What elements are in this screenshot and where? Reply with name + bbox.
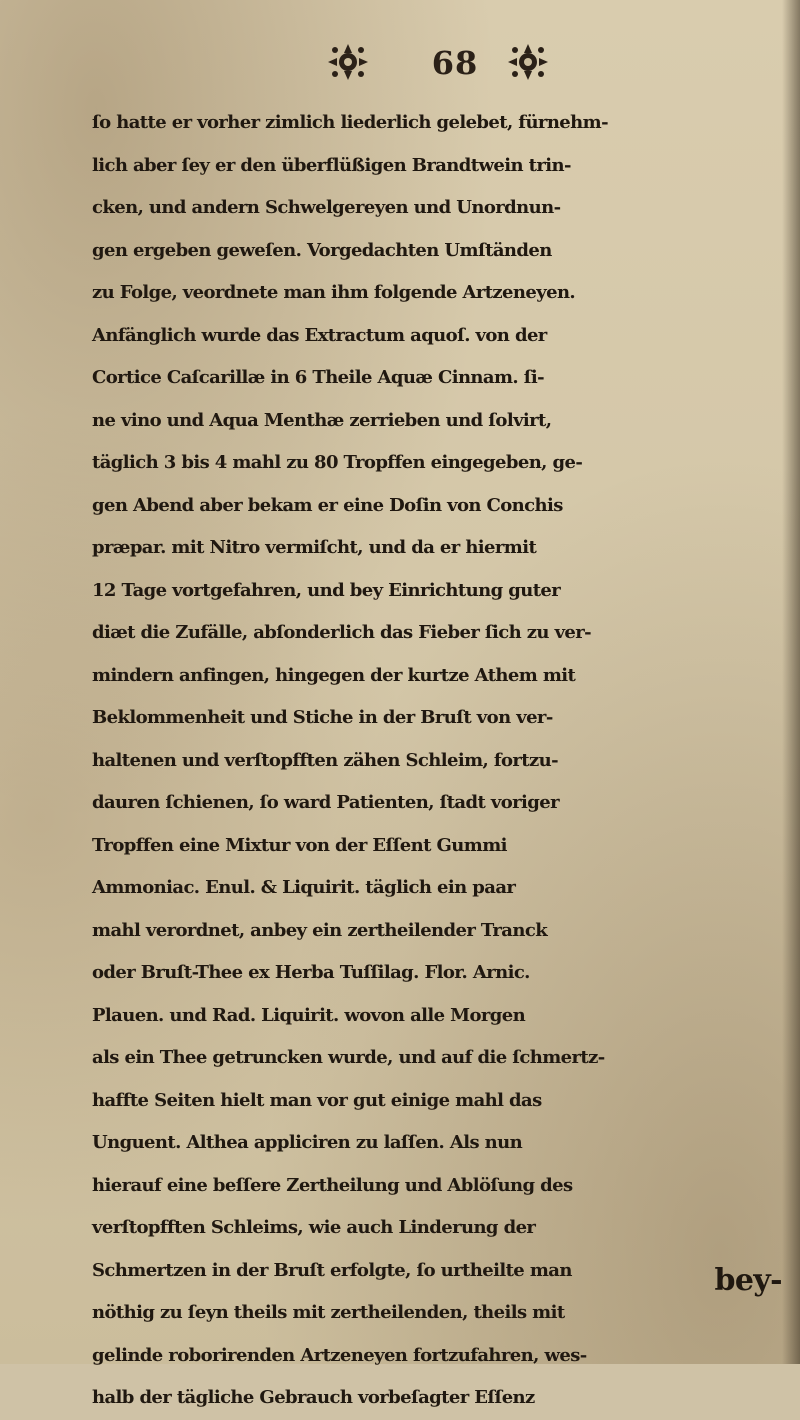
text-line: verſtopfften Schleims, wie auch Linderung der [92,1217,536,1238]
body-text [92,102,796,1420]
text-line: ne vino und Aqua Menthæ zerrieben und ſolvirt, [92,409,552,431]
text-line: 12 Tage vortgefahren, und bey Einrichtung guter [92,579,561,601]
text-line: halb der tägliche Gebrauch vorbeſagter Eſſenz [92,1387,535,1408]
text-line: Ammoniac. Enul. & Liquirit. täglich ein paar [92,877,516,898]
text-line: haltenen und verſtopfften zähen Schleim, fortzu- [92,749,558,771]
text-line: nöthig zu ſeyn theils mit zertheilenden, theils mit [92,1302,565,1323]
text-line: gen Abend aber bekam er eine Doſin von Conchis [92,494,563,516]
text-line: oder Bruſt-Thee ex Herba Tuſſilag. Flor. Arnic. [92,962,530,983]
text-line: mindern anfingen, hingegen der kurtze Athem mit [92,664,576,686]
text-line: præpar. mit Nitro vermiſcht, und da er hiermit [92,537,537,558]
text-line: Schmertzen in der Bruſt erfolgte, ſo urtheilte man [92,1259,572,1281]
text-line: cken, und andern Schwelgereyen und Unordnun- [92,197,561,218]
text-line: Cortice Caſcarillæ in 6 Theile Aquæ Cinnam. ſi- [92,367,545,388]
floral-ornament-icon [505,42,551,82]
page-header [0,38,800,98]
text-line: haffte Seiten hielt man vor gut einige mahl das [92,1089,542,1111]
text-line: gen ergeben geweſen. Vorgedachten Umſtänden [92,239,552,261]
text-line: mahl verordnet, anbey ein zertheilender Tranck [92,919,548,941]
text-line: täglich 3 bis 4 mahl zu 80 Tropffen eingegeben, ge- [92,452,583,473]
text-line: dauren ſchienen, ſo ward Patienten, ſtadt voriger [92,792,559,813]
text-line: als ein Thee getruncken wurde, und auf die ſchmertz- [92,1047,605,1068]
text-line: diæt die Zufälle, abſonderlich das Fieber ſich zu ver- [92,622,592,643]
catchword: bey- [714,1263,782,1298]
text-line: Unguent. Althea appliciren zu laſſen. Als nun [92,1132,523,1153]
text-line: zu Folge, veordnete man ihm folgende Artzeneyen. [92,282,576,303]
text-line: Tropffen eine Mixtur von der Eſſent Gummi [92,834,507,856]
floral-ornament-icon [325,42,371,82]
text-line: hierauf eine beſſere Zertheilung und Ablöſung des [92,1174,573,1196]
text-line: Plauen. und Rad. Liquirit. wovon alle Morgen [92,1004,526,1026]
text-line: lich aber ſey er den überflüßigen Brandtwein trin- [92,154,571,176]
page-number: 68 [431,44,479,82]
text-line: ſo hatte er vorher zimlich liederlich gelebet, fürnehm- [92,112,608,133]
text-line: gelinde roborirenden Artzeneyen fortzufahren, wes- [92,1344,587,1366]
text-line: Beklommenheit und Stiche in der Bruſt von ver- [92,707,553,728]
text-line: Anfänglich wurde das Extractum aquoſ. von der [92,324,547,346]
